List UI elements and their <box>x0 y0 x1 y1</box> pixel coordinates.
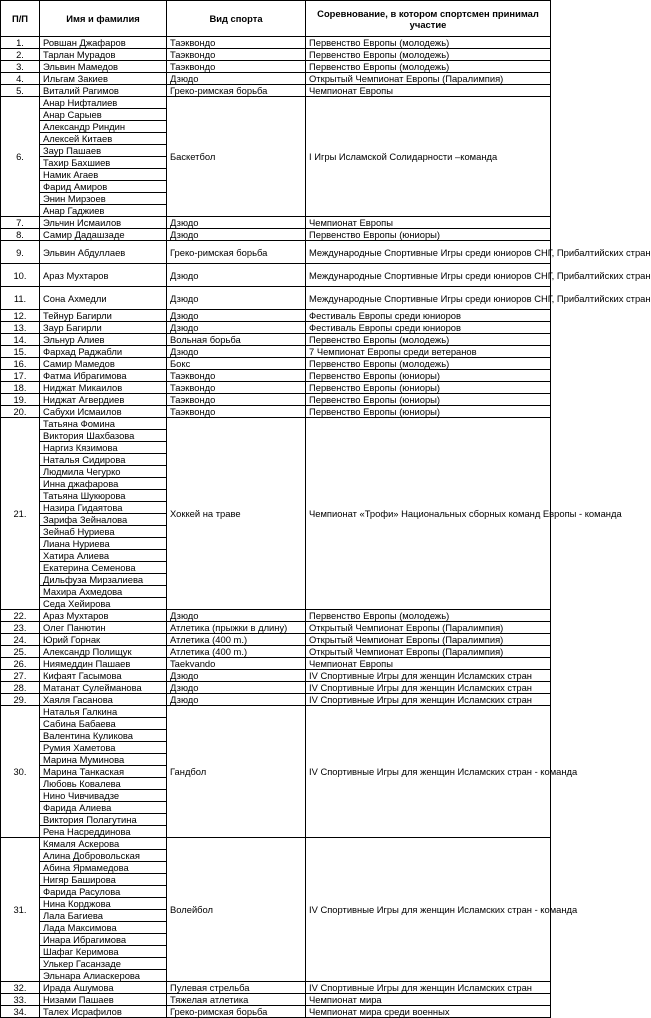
row-number: 34. <box>1 1006 40 1018</box>
athlete-name: Рена Насреддинова <box>40 826 167 838</box>
row-number: 19. <box>1 394 40 406</box>
competition: Первенство Европы (молодежь) <box>306 61 551 73</box>
row-number: 21. <box>1 418 40 610</box>
sport: Таэквондо <box>167 394 306 406</box>
sport: Таэквондо <box>167 406 306 418</box>
row-number: 16. <box>1 358 40 370</box>
table-row <box>1 217 551 229</box>
sport: Таэквондо <box>167 61 306 73</box>
athlete-name: Ниджат Микаилов <box>40 382 167 394</box>
competition: Открытый Чемпионат Европы (Паралимпия) <box>306 634 551 646</box>
athlete-name: Эльнара Алиаскерова <box>40 970 167 982</box>
sport: Таэквондо <box>167 37 306 49</box>
sport: Taekvando <box>167 658 306 670</box>
row-number: 5. <box>1 85 40 97</box>
athlete-name: Фарид Амиров <box>40 181 167 193</box>
sport: Атлетика (400 m.) <box>167 634 306 646</box>
sport: Дзюдо <box>167 310 306 322</box>
sport: Дзюдо <box>167 217 306 229</box>
competition: Первенство Европы (молодежь) <box>306 334 551 346</box>
competition: IV Спортивные Игры для женщин Исламских стран <box>306 982 551 994</box>
athlete-name: Дильфуза Мирзалиева <box>40 574 167 586</box>
row-number: 31. <box>1 838 40 982</box>
athlete-name: Анар Сарыев <box>40 109 167 121</box>
athlete-name: Наталья Галкина <box>40 706 167 718</box>
row-number: 17. <box>1 370 40 382</box>
athlete-name: Румия Хаметова <box>40 742 167 754</box>
athlete-name: Зейнаб Нуриева <box>40 526 167 538</box>
athlete-name: Инна джафарова <box>40 478 167 490</box>
athlete-name: Ровшан Джафаров <box>40 37 167 49</box>
row-number: 3. <box>1 61 40 73</box>
table-row <box>1 622 551 634</box>
row-number: 9. <box>1 241 40 264</box>
athlete-name: Виталий Рагимов <box>40 85 167 97</box>
table-row <box>1 241 551 264</box>
athlete-name: Нина Корджова <box>40 898 167 910</box>
athlete-name: Ниямеддин Пашаев <box>40 658 167 670</box>
table-row <box>1 838 551 850</box>
athlete-name: Марина Танкаская <box>40 766 167 778</box>
competition: IV Спортивные Игры для женщин Исламских стран <box>306 694 551 706</box>
table-row <box>1 670 551 682</box>
competition: Международные Спортивные Игры среди юниоров СНГ, Прибалтийских стран <box>306 264 551 287</box>
athlete-name: Хаяля Гасанова <box>40 694 167 706</box>
row-number: 6. <box>1 97 40 217</box>
athlete-name: Назира Гидаятова <box>40 502 167 514</box>
competition: Международные Спортивные Игры среди юниоров СНГ, Прибалтийских стран <box>306 241 551 264</box>
athlete-name: Улькер Гасанзаде <box>40 958 167 970</box>
table-row <box>1 61 551 73</box>
competition: Международные Спортивные Игры среди юниоров СНГ, Прибалтийских стран <box>306 287 551 310</box>
table-row <box>1 994 551 1006</box>
athlete-name: Заур Багирли <box>40 322 167 334</box>
table-row <box>1 264 551 287</box>
row-number: 26. <box>1 658 40 670</box>
header-number: П/П <box>1 1 40 37</box>
row-number: 7. <box>1 217 40 229</box>
athlete-name: Лиана Нуриева <box>40 538 167 550</box>
athlete-name: Зарифа Зейналова <box>40 514 167 526</box>
competition: Первенство Европы (юниоры) <box>306 370 551 382</box>
athlete-name: Тарлан Мурадов <box>40 49 167 61</box>
row-number: 25. <box>1 646 40 658</box>
table-row <box>1 694 551 706</box>
table-row <box>1 229 551 241</box>
athlete-name: Седа Хейирова <box>40 598 167 610</box>
row-number: 27. <box>1 670 40 682</box>
row-number: 14. <box>1 334 40 346</box>
athlete-name: Наргиз Кязимова <box>40 442 167 454</box>
row-number: 4. <box>1 73 40 85</box>
athlete-name: Эльвин Мамедов <box>40 61 167 73</box>
table-row <box>1 73 551 85</box>
athlete-name: Екатерина Семенова <box>40 562 167 574</box>
athlete-name: Наталья Сидирова <box>40 454 167 466</box>
row-number: 29. <box>1 694 40 706</box>
athlete-name: Валентина Куликова <box>40 730 167 742</box>
sport: Греко-римская борьба <box>167 241 306 264</box>
sport: Таэквондо <box>167 49 306 61</box>
athlete-name: Хатира Алиева <box>40 550 167 562</box>
sport: Таэквондо <box>167 370 306 382</box>
athlete-name: Араз Мухтаров <box>40 610 167 622</box>
sport: Пулевая стрельба <box>167 982 306 994</box>
athlete-name: Татьяна Шукюрова <box>40 490 167 502</box>
athlete-name: Виктория Шахбазова <box>40 430 167 442</box>
table-row <box>1 37 551 49</box>
athlete-name: Сабина Бабаева <box>40 718 167 730</box>
athlete-name: Ирада Ашумова <box>40 982 167 994</box>
table-row <box>1 394 551 406</box>
athlete-name: Матанат Сулейманова <box>40 682 167 694</box>
row-number: 15. <box>1 346 40 358</box>
row-number: 11. <box>1 287 40 310</box>
table-row <box>1 322 551 334</box>
athlete-name: Тахир Бахшиев <box>40 157 167 169</box>
row-number: 2. <box>1 49 40 61</box>
sport: Дзюдо <box>167 287 306 310</box>
competition: IV Спортивные Игры для женщин Исламских стран - команда <box>306 706 551 838</box>
competition: IV Спортивные Игры для женщин Исламских стран <box>306 682 551 694</box>
athlete-name: Махира Ахмедова <box>40 586 167 598</box>
athlete-name: Эльнур Алиев <box>40 334 167 346</box>
athlete-name: Алексей Китаев <box>40 133 167 145</box>
athlete-name: Сабухи Исмаилов <box>40 406 167 418</box>
competition: Чемпионат Европы <box>306 217 551 229</box>
athlete-name: Намик Агаев <box>40 169 167 181</box>
athlete-name: Анар Нифталиев <box>40 97 167 109</box>
table-row <box>1 287 551 310</box>
athlete-name: Шафаг Керимова <box>40 946 167 958</box>
athlete-name: Анар Гаджиев <box>40 205 167 217</box>
row-number: 28. <box>1 682 40 694</box>
athlete-name: Араз Мухтаров <box>40 264 167 287</box>
competition: IV Спортивные Игры для женщин Исламских стран - команда <box>306 838 551 982</box>
athlete-name: Александр Риндин <box>40 121 167 133</box>
table-row <box>1 358 551 370</box>
sport: Дзюдо <box>167 610 306 622</box>
sport: Атлетика (400 m.) <box>167 646 306 658</box>
table-row <box>1 1006 551 1018</box>
sport: Дзюдо <box>167 73 306 85</box>
competition: Открытый Чемпионат Европы (Паралимпия) <box>306 73 551 85</box>
row-number: 10. <box>1 264 40 287</box>
header-competition: Соревнование, в котором спортсмен принимал участие <box>306 1 551 37</box>
athlete-name: Самир Дадашзаде <box>40 229 167 241</box>
table-row <box>1 97 551 109</box>
athlete-name: Ильгам Закиев <box>40 73 167 85</box>
athlete-name: Низами Пашаев <box>40 994 167 1006</box>
sport: Хоккей на траве <box>167 418 306 610</box>
sport: Греко-римская борьба <box>167 85 306 97</box>
table-row <box>1 658 551 670</box>
athlete-name: Заур Пашаев <box>40 145 167 157</box>
athlete-name: Тейнур Багирли <box>40 310 167 322</box>
athlete-name: Самир Мамедов <box>40 358 167 370</box>
athlete-name: Фархад Раджабли <box>40 346 167 358</box>
athlete-name: Марина Муминова <box>40 754 167 766</box>
athlete-name: Талех Исрафилов <box>40 1006 167 1018</box>
athlete-name: Нино Чивчивадзе <box>40 790 167 802</box>
row-number: 13. <box>1 322 40 334</box>
competition: Открытый Чемпионат Европы (Паралимпия) <box>306 622 551 634</box>
row-number: 20. <box>1 406 40 418</box>
competition: Чемпионат мира <box>306 994 551 1006</box>
athlete-name: Лала Багиева <box>40 910 167 922</box>
table-row <box>1 85 551 97</box>
athlete-name: Алина Добровольская <box>40 850 167 862</box>
athlete-name: Ниджат Агвердиев <box>40 394 167 406</box>
competition: Чемпионат Европы <box>306 658 551 670</box>
athlete-name: Эльчин Исмаилов <box>40 217 167 229</box>
table-row <box>1 49 551 61</box>
sport: Тяжелая атлетика <box>167 994 306 1006</box>
table-row <box>1 646 551 658</box>
athlete-name: Олег Панютин <box>40 622 167 634</box>
athlete-name: Нигяр Баширова <box>40 874 167 886</box>
athlete-name: Инара Ибрагимова <box>40 934 167 946</box>
row-number: 8. <box>1 229 40 241</box>
sport: Гандбол <box>167 706 306 838</box>
sport: Атлетика (прыжки в длину) <box>167 622 306 634</box>
row-number: 12. <box>1 310 40 322</box>
competition: Открытый Чемпионат Европы (Паралимпия) <box>306 646 551 658</box>
sport: Дзюдо <box>167 682 306 694</box>
row-number: 23. <box>1 622 40 634</box>
sport: Дзюдо <box>167 346 306 358</box>
sport: Бокс <box>167 358 306 370</box>
table-header-row <box>1 1 551 37</box>
table-row <box>1 370 551 382</box>
athlete-name: Любовь Ковалева <box>40 778 167 790</box>
sport: Дзюдо <box>167 229 306 241</box>
athlete-name: Фарида Алиева <box>40 802 167 814</box>
table-row <box>1 682 551 694</box>
competition: Фестиваль Европы среди юниоров <box>306 322 551 334</box>
sport: Таэквондо <box>167 382 306 394</box>
table-row <box>1 310 551 322</box>
row-number: 32. <box>1 982 40 994</box>
athlete-name: Кифаят Гасымова <box>40 670 167 682</box>
athlete-name: Юрий Горнак <box>40 634 167 646</box>
competition: Первенство Европы (юниоры) <box>306 394 551 406</box>
competition: IV Спортивные Игры для женщин Исламских стран <box>306 670 551 682</box>
table-body <box>1 37 651 1018</box>
competition: Первенство Европы (юниоры) <box>306 229 551 241</box>
athlete-name: Людмила Чегурко <box>40 466 167 478</box>
row-number: 18. <box>1 382 40 394</box>
table-row <box>1 418 551 430</box>
table-row <box>1 610 551 622</box>
sport: Вольная борьба <box>167 334 306 346</box>
competition: Чемпионат «Трофи» Национальных сборных команд Европы - команда <box>306 418 551 610</box>
athlete-name: Фарида Расулова <box>40 886 167 898</box>
row-number: 24. <box>1 634 40 646</box>
sport: Дзюдо <box>167 264 306 287</box>
athlete-name: Кямаля Аскерова <box>40 838 167 850</box>
athlete-name: Татьяна Фомина <box>40 418 167 430</box>
competition: 7 Чемпионат Европы среди ветеранов <box>306 346 551 358</box>
competition: Чемпионат Европы <box>306 85 551 97</box>
header-name: Имя и фамилия <box>40 1 167 37</box>
sport: Баскетбол <box>167 97 306 217</box>
athlete-name: Виктория Полагутина <box>40 814 167 826</box>
competition: Чемпионат мира среди военных <box>306 1006 551 1018</box>
sport: Дзюдо <box>167 670 306 682</box>
table-row <box>1 346 551 358</box>
athlete-name: Лада Максимова <box>40 922 167 934</box>
competition: Первенство Европы (молодежь) <box>306 358 551 370</box>
sport: Греко-римская борьба <box>167 1006 306 1018</box>
competition: I Игры Исламской Солидарности –команда <box>306 97 551 217</box>
competition: Первенство Европы (молодежь) <box>306 610 551 622</box>
sport: Дзюдо <box>167 694 306 706</box>
competition: Первенство Европы (юниоры) <box>306 406 551 418</box>
athlete-name: Фатма Ибрагимова <box>40 370 167 382</box>
header-sport: Вид спорта <box>167 1 306 37</box>
competition: Первенство Европы (молодежь) <box>306 37 551 49</box>
row-number: 1. <box>1 37 40 49</box>
competition: Фестиваль Европы среди юниоров <box>306 310 551 322</box>
athlete-name: Александр Полищук <box>40 646 167 658</box>
table-row <box>1 706 551 718</box>
athlete-name: Абина Ярмамедова <box>40 862 167 874</box>
athlete-name: Энин Мирзоев <box>40 193 167 205</box>
row-number: 33. <box>1 994 40 1006</box>
table-row <box>1 982 551 994</box>
row-number: 22. <box>1 610 40 622</box>
table-row <box>1 382 551 394</box>
sport: Волейбол <box>167 838 306 982</box>
table-row <box>1 406 551 418</box>
table-row <box>1 334 551 346</box>
competition: Первенство Европы (молодежь) <box>306 49 551 61</box>
sport: Дзюдо <box>167 322 306 334</box>
competition: Первенство Европы (юниоры) <box>306 382 551 394</box>
row-number: 30. <box>1 706 40 838</box>
athlete-name: Эльвин Абдуллаев <box>40 241 167 264</box>
athlete-name: Сона Ахмедли <box>40 287 167 310</box>
table-row <box>1 634 551 646</box>
